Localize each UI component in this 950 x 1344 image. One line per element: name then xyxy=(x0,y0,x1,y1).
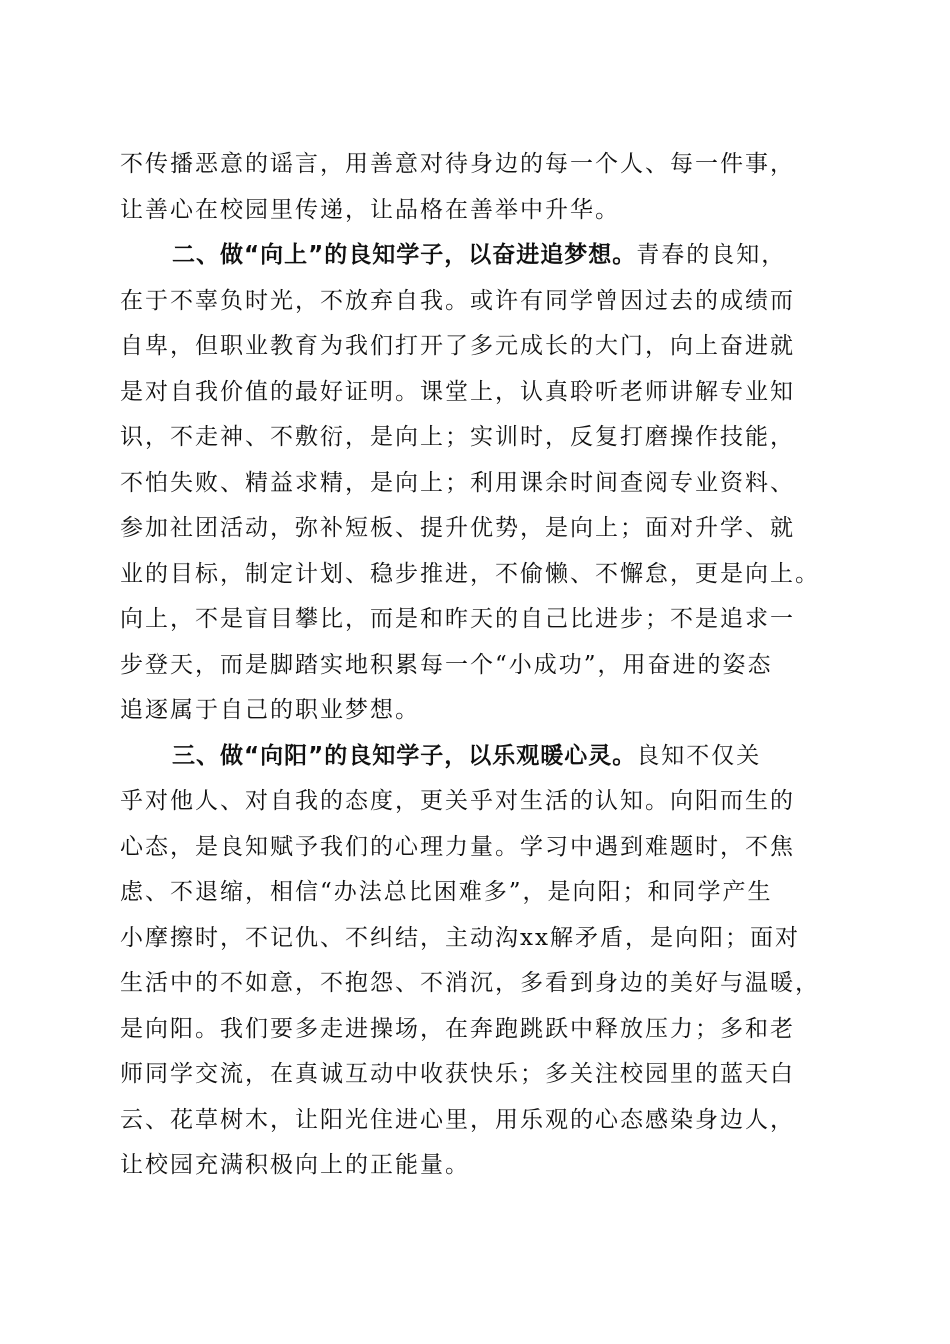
text-line: 虑、不退缩，相信“办法总比困难多”，是向阳；和同学产生 xyxy=(120,879,773,905)
paragraph-3 xyxy=(120,734,850,1189)
text-line: 向上，不是盲目攀比，而是和昨天的自己比进步；不是追求一 xyxy=(120,606,795,632)
text-run: 青春的良知， xyxy=(636,242,787,268)
text-line: 让善心在校园里传递，让品格在善举中升华。 xyxy=(120,196,620,223)
paragraph-first-line xyxy=(120,734,850,780)
paragraph-2 xyxy=(120,233,850,734)
paragraph-1 xyxy=(120,142,850,233)
text-run: 良知不仅关 xyxy=(636,742,762,769)
text-line: 追逐属于自己的职业梦想。 xyxy=(120,697,420,723)
text-line: 云、花草树木，让阳光住进心里，用乐观的心态感染身边人， xyxy=(120,1106,795,1133)
text-line: 参加社团活动，弥补短板、提升优势，是向上；面对升学、就 xyxy=(120,515,795,541)
paragraph-first-line xyxy=(120,233,850,279)
text-line: 小摩擦时，不记仇、不纠结，主动沟xx解矛盾，是向阳；面对 xyxy=(120,924,800,951)
text-line: 在于不辜负时光，不放弃自我。或许有同学曾因过去的成绩而 xyxy=(120,287,795,314)
text-line: 心态，是良知赋予我们的心理力量。学习中遇到难题时，不焦 xyxy=(120,833,795,860)
section-heading: 三、做“向阳”的良知学子，以乐观暖心灵。 xyxy=(172,742,637,769)
section-heading: 二、做“向上”的良知学子，以奋进追梦想。 xyxy=(172,242,637,268)
text-line: 不传播恶意的谣言，用善意对待身边的每一个人、每一件事， xyxy=(120,151,795,177)
text-line: 业的目标，制定计划、稳步推进，不偷懒、不懈怠，更是向上。 xyxy=(120,560,820,587)
text-line: 步登天，而是脚踏实地积累每一个“小成功”，用奋进的姿态 xyxy=(120,651,773,678)
text-line: 是向阳。我们要多走进操场，在奔跑跳跃中释放压力；多和老 xyxy=(120,1015,795,1042)
text-line: 自卑，但职业教育为我们打开了多元成长的大门，向上奋进就 xyxy=(120,333,795,359)
document-body xyxy=(120,142,850,1189)
text-line: 生活中的不如意，不抱怨、不消沉，多看到身边的美好与温暖， xyxy=(120,970,820,996)
text-line: 识，不走神、不敷衍，是向上；实训时，反复打磨操作技能， xyxy=(120,424,795,450)
text-line: 是对自我价值的最好证明。课堂上，认真聆听老师讲解专业知 xyxy=(120,378,795,405)
text-line: 师同学交流，在真诚互动中收获快乐；多关注校园里的蓝天白 xyxy=(120,1061,795,1087)
text-line: 不怕失败、精益求精，是向上；利用课余时间查阅专业资料、 xyxy=(120,469,795,496)
text-line: 乎对他人、对自我的态度，更关乎对生活的认知。向阳而生的 xyxy=(120,788,795,814)
text-line: 让校园充满积极向上的正能量。 xyxy=(120,1152,470,1178)
